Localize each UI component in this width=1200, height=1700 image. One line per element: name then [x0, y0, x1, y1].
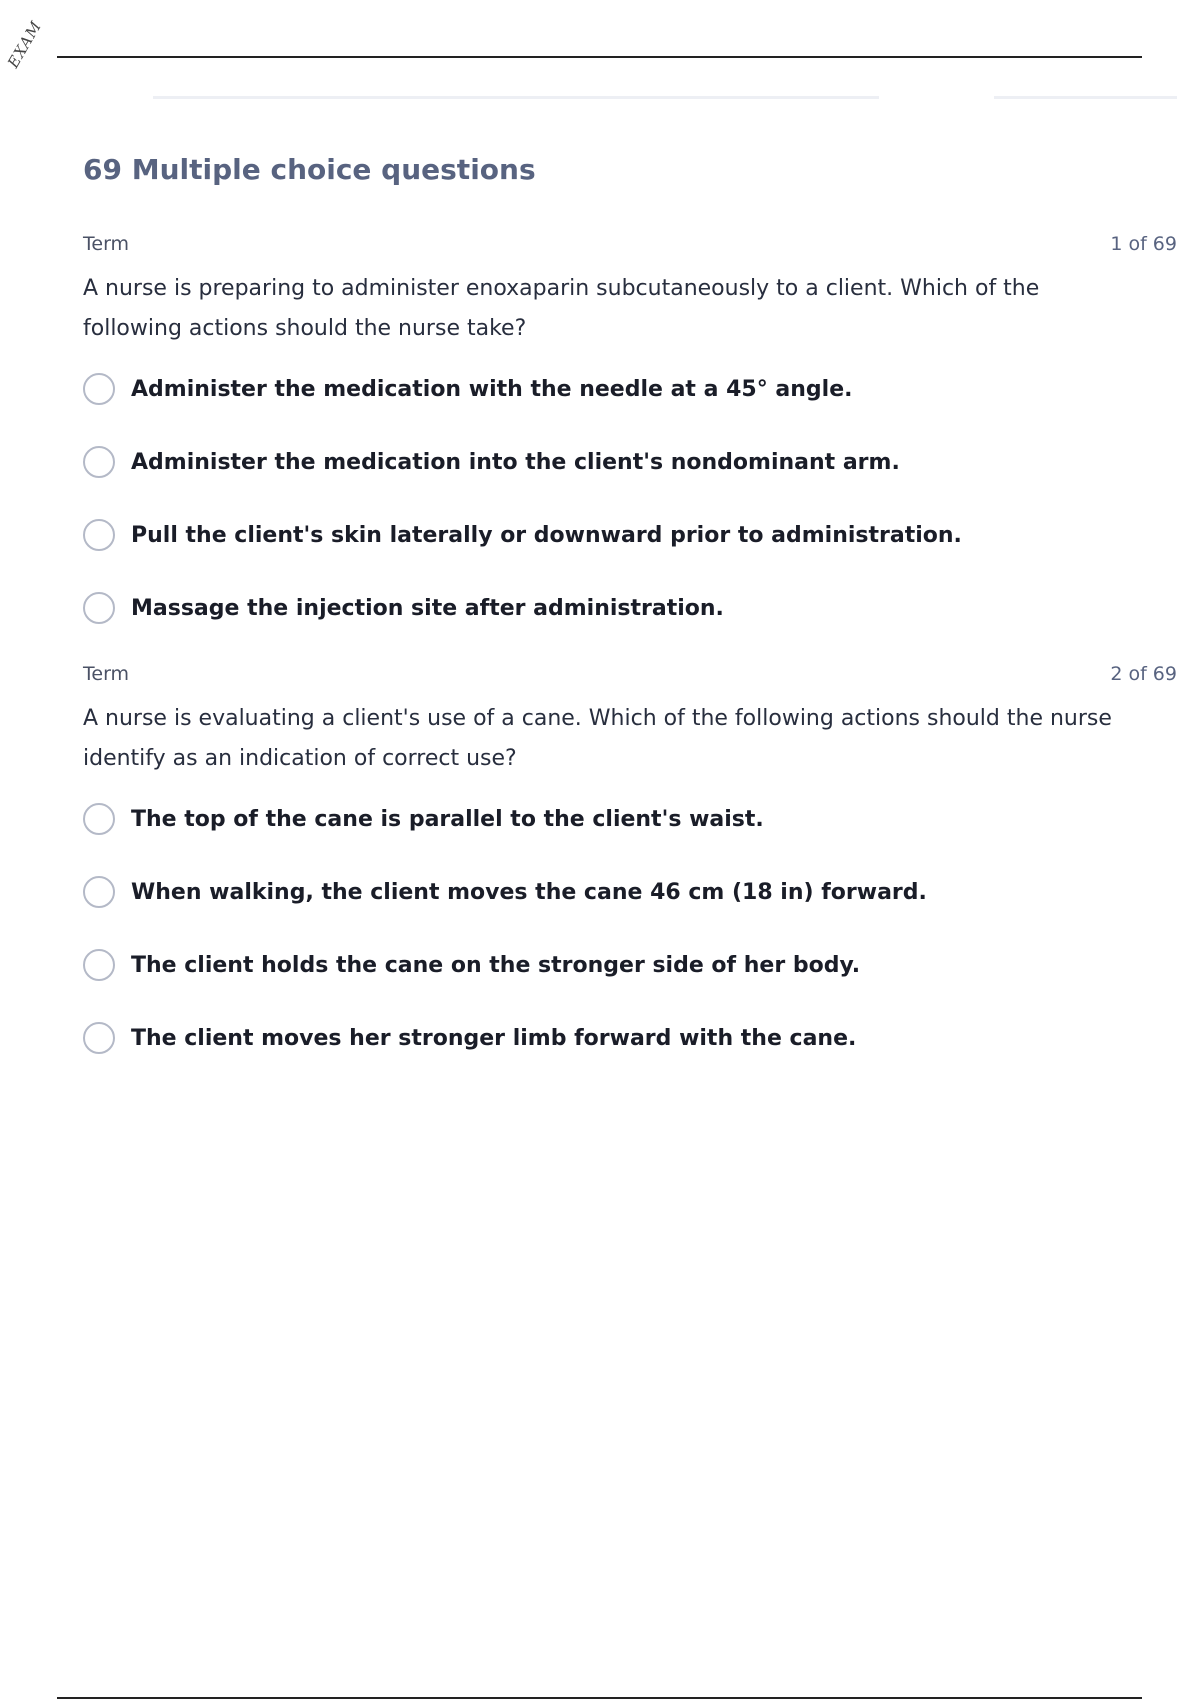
answer-option-label: The top of the cane is parallel to the client's waist. — [131, 806, 764, 832]
quiz-content — [83, 148, 1177, 1064]
top-rule — [57, 56, 1142, 58]
term-label: Term — [83, 663, 130, 685]
radio-button-icon[interactable] — [83, 519, 115, 551]
answer-option[interactable] — [83, 1012, 1177, 1064]
term-row — [83, 662, 1177, 686]
answer-option-label: Administer the medication into the client's nondominant arm. — [131, 449, 900, 475]
question-card — [83, 232, 1177, 634]
answer-options — [83, 363, 1177, 634]
answer-option[interactable] — [83, 436, 1177, 488]
question-text: A nurse is evaluating a client's use of a cane. Which of the following actions should the nurse identify as an indication of correct use? — [83, 706, 1112, 771]
faint-divider-right — [994, 96, 1177, 99]
answer-option-label: The client moves her stronger limb forward with the cane. — [131, 1025, 857, 1051]
question-text: A nurse is preparing to administer enoxaparin subcutaneously to a client. Which of the following actions should the nurse take? — [83, 276, 1040, 341]
radio-button-icon[interactable] — [83, 803, 115, 835]
question-counter: 1 of 69 — [1110, 233, 1177, 255]
term-row — [83, 232, 1177, 256]
question-counter: 2 of 69 — [1110, 663, 1177, 685]
answer-option-label: Administer the medication with the needle at a 45° angle. — [131, 376, 853, 402]
radio-button-icon[interactable] — [83, 592, 115, 624]
exam-stamp: EXAM — [4, 17, 46, 71]
radio-button-icon[interactable] — [83, 373, 115, 405]
radio-button-icon[interactable] — [83, 1022, 115, 1054]
answer-option-label: The client holds the cane on the stronger side of her body. — [131, 952, 861, 978]
radio-button-icon[interactable] — [83, 446, 115, 478]
answer-options — [83, 793, 1177, 1064]
faint-divider-left — [153, 96, 879, 99]
answer-option-label: Massage the injection site after administration. — [131, 595, 724, 621]
answer-option-label: Pull the client's skin laterally or downward prior to administration. — [131, 522, 962, 548]
answer-option[interactable] — [83, 866, 1177, 918]
answer-option[interactable] — [83, 509, 1177, 561]
term-label: Term — [83, 233, 130, 255]
page-title: 69 Multiple choice questions — [83, 153, 536, 186]
answer-option-label: When walking, the client moves the cane 46 cm (18 in) forward. — [131, 879, 927, 905]
answer-option[interactable] — [83, 939, 1177, 991]
question-card — [83, 662, 1177, 1064]
answer-option[interactable] — [83, 363, 1177, 415]
radio-button-icon[interactable] — [83, 949, 115, 981]
radio-button-icon[interactable] — [83, 876, 115, 908]
answer-option[interactable] — [83, 582, 1177, 634]
bottom-rule — [57, 1697, 1142, 1699]
answer-option[interactable] — [83, 793, 1177, 845]
